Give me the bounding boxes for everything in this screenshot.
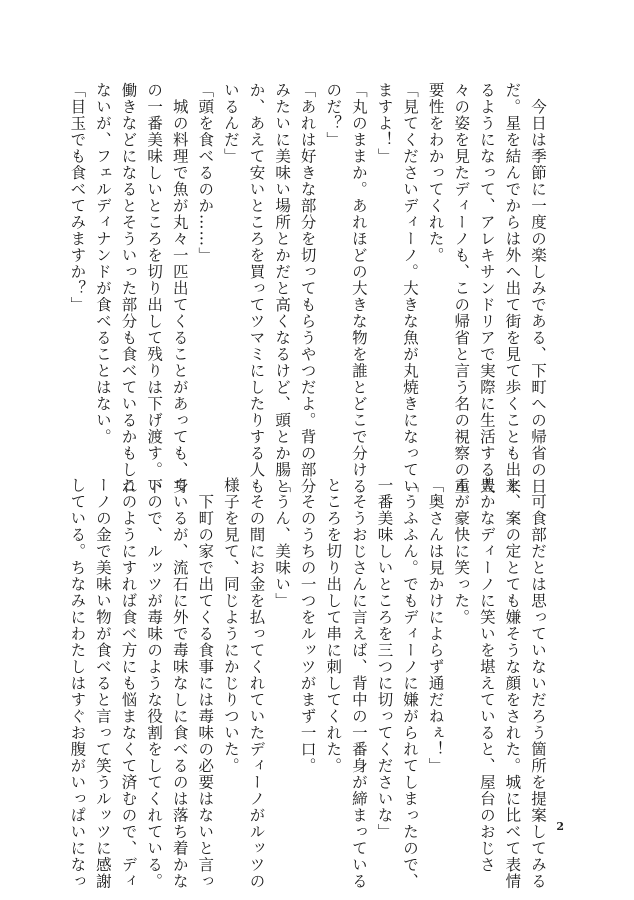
text-line: ところを切り出して串に刺してくれた。	[324, 477, 343, 774]
text-line: いので、ルッツが毒味のような役割をしてくれている。	[145, 477, 164, 890]
text-line: 要性をわかってくれた。	[426, 82, 445, 264]
text-line: 様子を見て、同じようにかじりついた。	[221, 477, 240, 774]
text-line: 働きなどになるとそういった部分も食べているかもしれ	[119, 82, 138, 495]
text-line: 「丸のままか。あれほどの大きな物を誰とどこで分ける	[349, 82, 368, 495]
text-line: このようにすれば食べ方にも悩まなくて済むので、ディ	[119, 477, 138, 890]
text-line: 下町の家で出てくる食事には毒味の必要はないと言っ	[196, 477, 215, 890]
text-line: 可食部だとは思っていないだろう箇所を提案してみる	[529, 477, 547, 890]
text-line: その間にお金を払ってくれていたディーノがルッツの	[247, 477, 266, 890]
text-line: 「目玉でも食べてみますか？」	[68, 82, 87, 313]
text-line: 「頭を食べるのか……」	[196, 82, 215, 264]
text-line: ているが、流石に外で毒味なしに食べるのは落ち着かな	[170, 477, 189, 890]
text-line: 「うん、美味い」	[273, 477, 292, 609]
text-line: か、あえて安いところを買ってツマミにしたりする人も	[247, 82, 266, 495]
text-line: 「うふふん。でもディーノに嫌がられてしまったので、	[401, 477, 420, 890]
text-line: のだ？」	[324, 82, 343, 148]
text-line: みたいに美味い場所とかだと高くなるけど、頭とか腸と	[273, 82, 292, 495]
text-line: 々の姿を見たディーノも、この帰省と言う名の視察の重	[452, 82, 471, 495]
text-block-bottom	[68, 477, 550, 890]
text-line: いるんだ」	[221, 82, 240, 165]
text-line: そのうちの一つをルッツがまず一口。	[298, 477, 317, 774]
text-line: んが豪快に笑った。	[452, 477, 471, 626]
text-line: そうおじさんに言えば、背中の一番身が締まっている	[349, 477, 368, 890]
text-line: 「奥さんは見かけによらず通だねぇ！」	[426, 477, 445, 774]
text-line: 豊かなディーノに笑いを堪えていると、屋台のおじさ	[477, 477, 496, 873]
text-block-top	[68, 82, 550, 495]
text-line: と、案の定とても嫌そうな顔をされた。城に比べて表情	[503, 477, 522, 890]
text-line: 今日は季節に一度の楽しみである、下町への帰省の日	[529, 82, 547, 495]
text-line: るようになって、アレキサンドリアで実際に生活する人	[477, 82, 496, 495]
text-line: している。ちなみにわたしはすぐお腹がいっぱいになっ	[68, 477, 87, 890]
text-line: 「見てくださいディーノ。大きな魚が丸焼きになってい	[401, 82, 420, 495]
text-line: の一番美味しいところを切り出して残りは下げ渡す。下	[145, 82, 164, 495]
text-line: だ。星を結んでからは外へ出て街を見て歩くことも出来	[503, 82, 522, 495]
text-line: 一番美味しいところを三つに切ってくださいな」	[375, 477, 394, 840]
text-line: ないが、フェルディナンドが食べることはない。	[93, 82, 112, 445]
text-line: 城の料理で魚が丸々一匹出てくることがあっても、身	[170, 82, 189, 495]
text-line: ーノの金で美味い物が食べると言って笑うルッツに感謝	[93, 477, 112, 890]
page-number: 2	[556, 820, 564, 833]
text-line: 「あれは好きな部分を切ってもらうやつだよ。背の部分	[298, 82, 317, 495]
text-line: ますよ！」	[375, 82, 394, 165]
